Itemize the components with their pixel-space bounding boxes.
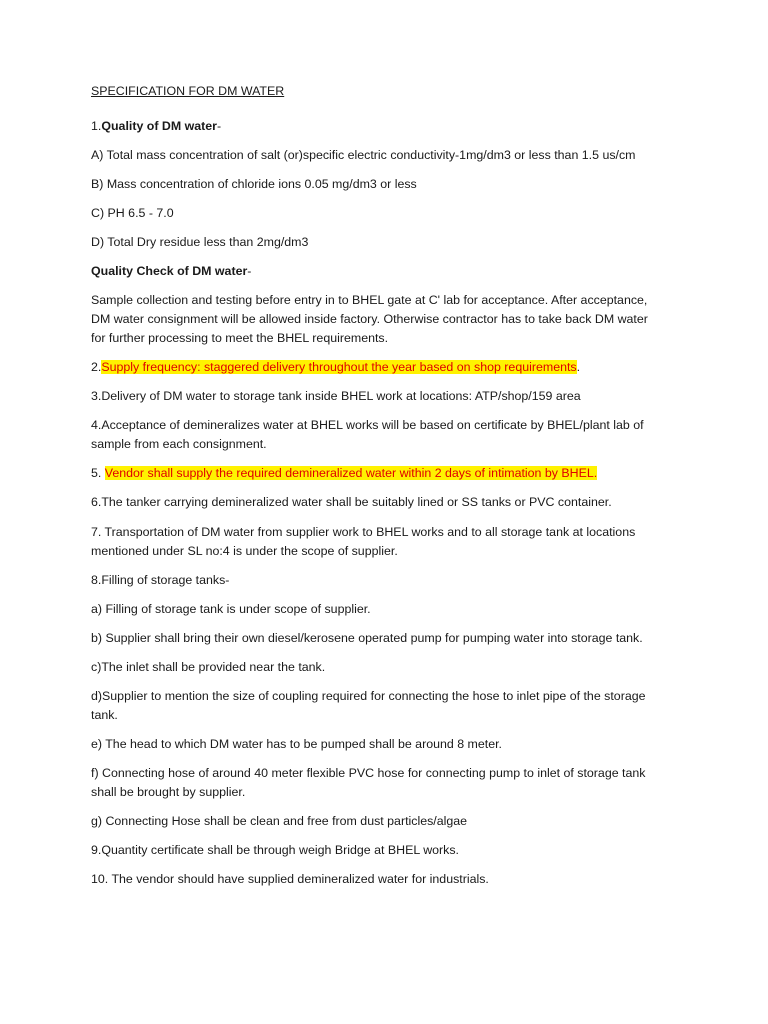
item-8c: c)The inlet shall be provided near the tank.: [91, 660, 326, 674]
quality-item-a: A) Total mass concentration of salt (or)specific electric conductivity-1mg/dm3 or less than 1.5 us/cm: [91, 148, 636, 162]
quality-item-c: C) PH 6.5 - 7.0: [91, 206, 174, 220]
quality-check-heading-text: Quality Check of DM water: [91, 264, 248, 278]
quality-check-heading: [91, 262, 691, 281]
section-heading-text: Quality of DM water: [101, 119, 218, 133]
item-2-number: 2.: [91, 360, 102, 374]
item-8e: e) The head to which DM water has to be pumped shall be around 8 meter.: [91, 737, 502, 751]
item-8d-line-1: d)Supplier to mention the size of coupling required for connecting the hose to inlet pipe of the storage: [91, 689, 646, 703]
item-7-transport-line-2: mentioned under SL no:4 is under the scope of supplier.: [91, 544, 398, 558]
item-8-filling: 8.Filling of storage tanks-: [91, 573, 230, 587]
document-title: SPECIFICATION FOR DM WATER: [91, 84, 285, 98]
item-8g: g) Connecting Hose shall be clean and free from dust particles/algae: [91, 814, 468, 828]
quality-item-b: B) Mass concentration of chloride ions 0.05 mg/dm3 or less: [91, 177, 417, 191]
item-5-vendor-supply: [91, 464, 691, 483]
section-heading-dash: -: [217, 119, 222, 133]
quality-check-heading-dash: -: [247, 264, 252, 278]
item-8d-line-2: tank.: [91, 708, 118, 722]
item-2-period: .: [576, 360, 581, 374]
highlighted-text: Supply frequency: staggered delivery throughout the year based on shop requirements: [101, 360, 577, 374]
item-9-quantity: 9.Quantity certificate shall be through weigh Bridge at BHEL works.: [91, 843, 460, 857]
section-number: 1.: [91, 119, 102, 133]
item-5-number: 5.: [91, 466, 105, 480]
item-8b: b) Supplier shall bring their own diesel/kerosene operated pump for pumping water into storage tank.: [91, 631, 643, 645]
item-10-vendor: 10. The vendor should have supplied demineralized water for industrials.: [91, 872, 489, 886]
item-4-acceptance-line-2: sample from each consignment.: [91, 437, 267, 451]
item-6-tanker: 6.The tanker carrying demineralized water shall be suitably lined or SS tanks or PVC container.: [91, 495, 612, 509]
highlighted-text: Vendor shall supply the required demineralized water within 2 days of intimation by BHEL.: [104, 466, 598, 480]
item-7-transport-line-1: 7. Transportation of DM water from supplier work to BHEL works and to all storage tank at locations: [91, 525, 636, 539]
item-8f-line-1: f) Connecting hose of around 40 meter flexible PVC hose for connecting pump to inlet of storage tank: [91, 766, 646, 780]
quality-item-d: D) Total Dry residue less than 2mg/dm3: [91, 235, 309, 249]
item-8f-line-2: shall be brought by supplier.: [91, 785, 246, 799]
quality-check-line-2: DM water consignment will be allowed inside factory. Otherwise contractor has to take back DM water: [91, 312, 648, 326]
item-8a: a) Filling of storage tank is under scope of supplier.: [91, 602, 371, 616]
item-2-supply-frequency: [91, 358, 691, 377]
item-4-acceptance-line-1: 4.Acceptance of demineralizes water at BHEL works will be based on certificate by BHEL/plant lab of: [91, 418, 644, 432]
item-3-delivery: 3.Delivery of DM water to storage tank inside BHEL work at locations: ATP/shop/159 area: [91, 389, 581, 403]
quality-check-line-3: for further processing to meet the BHEL requirements.: [91, 331, 389, 345]
quality-check-line-1: Sample collection and testing before entry in to BHEL gate at C' lab for acceptance. After acceptance,: [91, 293, 648, 307]
section-quality-heading: [91, 117, 691, 136]
